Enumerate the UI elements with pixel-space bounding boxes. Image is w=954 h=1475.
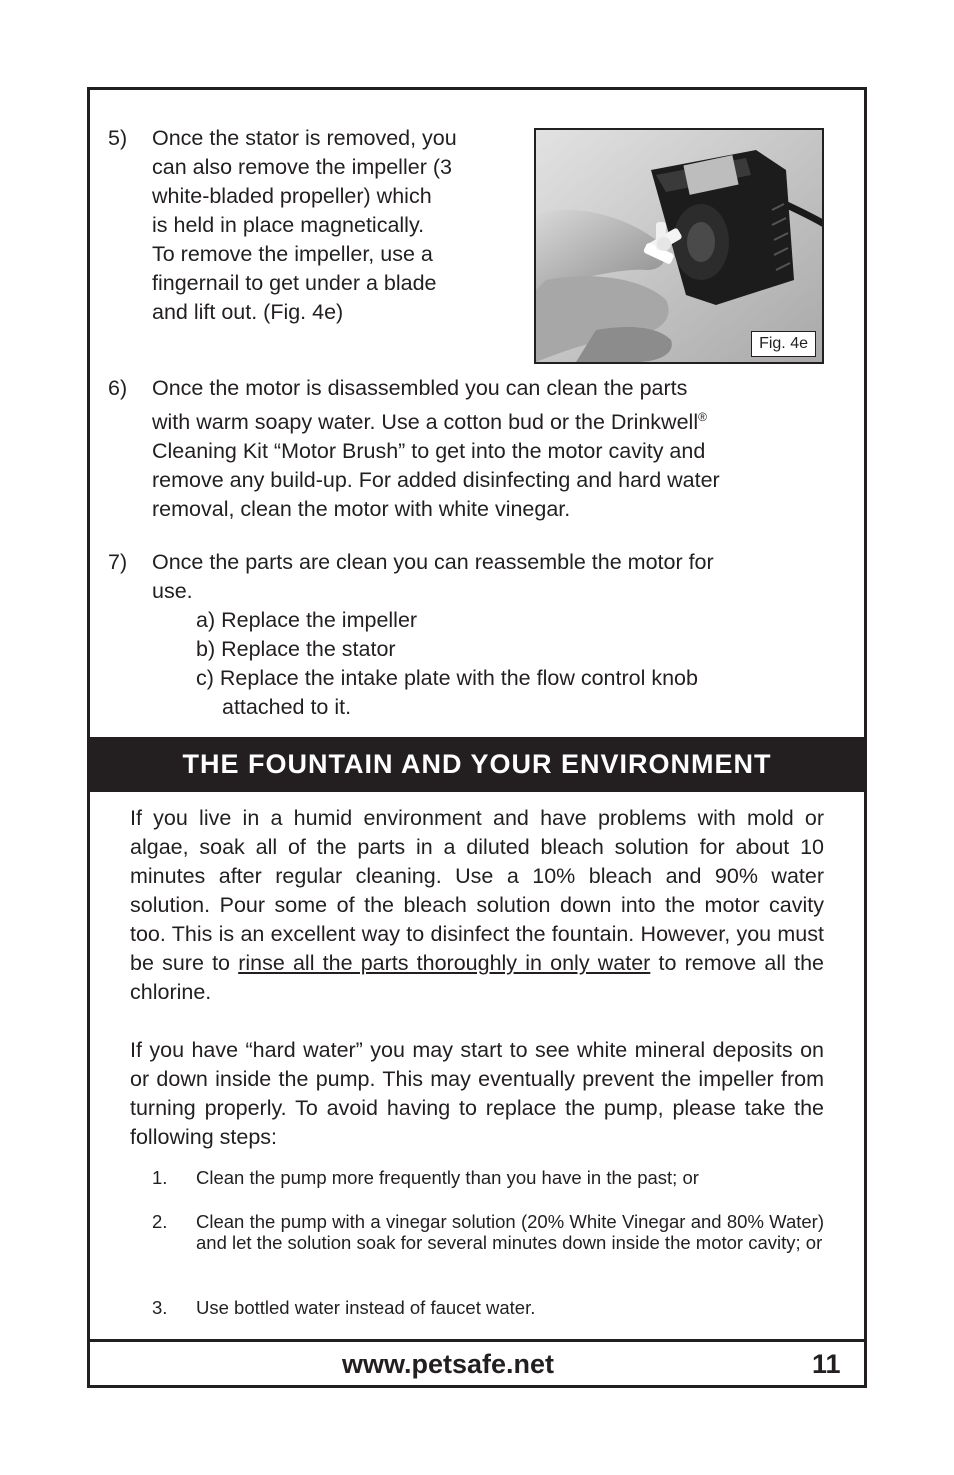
step-line: can also remove the impeller (3: [152, 155, 452, 179]
step-number: 5): [108, 126, 128, 150]
list-number: 2.: [152, 1211, 168, 1232]
paragraph-hard-water: If you have “hard water” you may start to see white mineral deposits on or down inside the pump. This may eventually prevent the impeller from turning properly. To avoid having to replace the pump, please take the following steps:: [130, 1038, 824, 1149]
step-line: Cleaning Kit “Motor Brush” to get into the motor cavity and: [152, 439, 706, 464]
step-number: 6): [108, 376, 128, 400]
underlined-warning: rinse all the parts thoroughly in only water: [238, 951, 651, 975]
step-number: 7): [108, 550, 128, 574]
page-number: 11: [812, 1349, 841, 1379]
step-line: is held in place magnetically.: [152, 213, 425, 237]
list-text: Clean the pump with a vinegar solution (20% White Vinegar and 80% Water) and let the solution soak for several minutes down inside the motor cavity; or: [196, 1211, 824, 1253]
step-line: use.: [152, 579, 193, 603]
step-line: To remove the impeller, use a: [152, 242, 433, 266]
list-number: 1.: [152, 1167, 168, 1188]
footer-url[interactable]: www.petsafe.net: [342, 1349, 555, 1379]
sub-step: a) Replace the impeller: [196, 608, 418, 632]
step-text: with warm soapy water. Use a cotton bud or the Drinkwell: [152, 410, 699, 435]
section-title: THE FOUNTAIN AND YOUR ENVIRONMENT: [90, 737, 864, 792]
footer-divider: [90, 1339, 864, 1342]
step-line: remove any build-up. For added disinfecting and hard water: [152, 468, 720, 493]
registered-mark: ®: [698, 410, 707, 424]
step-line: removal, clean the motor with white vinegar.: [152, 497, 571, 522]
figure-photo: [534, 128, 824, 364]
list-number: 3.: [152, 1297, 168, 1318]
step-line: Once the stator is removed, you: [152, 126, 457, 150]
step-line: [152, 403, 832, 437]
paragraph-text: If you live in a humid environment and have problems with mold or algae, soak all of the parts in a diluted bleach solution for about 10 minutes after regular cleaning. Use a 10% bleach and 90% water solution. Pour some of the bleach solution down into the motor cavity too. This is an excellent way to disinfect the fountain. However, you must be sure to: [130, 806, 824, 975]
step-line: white-bladed propeller) which: [152, 184, 432, 208]
paragraph-text: to remove all the chlorine.: [130, 951, 825, 1004]
step-line: fingernail to get under a blade: [152, 271, 437, 295]
list-text: Clean the pump more frequently than you have in the past; or: [196, 1167, 699, 1188]
step-line: Once the parts are clean you can reassemble the motor for: [152, 550, 714, 574]
list-text: Use bottled water instead of faucet water.: [196, 1297, 536, 1318]
step-line: and lift out. (Fig. 4e): [152, 300, 344, 324]
figure-label: Fig. 4e: [751, 331, 816, 357]
pump-impeller-photo: [536, 130, 822, 362]
sub-step: b) Replace the stator: [196, 637, 396, 661]
sub-step: c) Replace the intake plate with the flow control knob: [196, 666, 698, 690]
step-line: Once the motor is disassembled you can clean the parts: [152, 376, 688, 400]
paragraph-humid: [130, 804, 824, 1007]
sub-step: attached to it.: [222, 695, 352, 719]
